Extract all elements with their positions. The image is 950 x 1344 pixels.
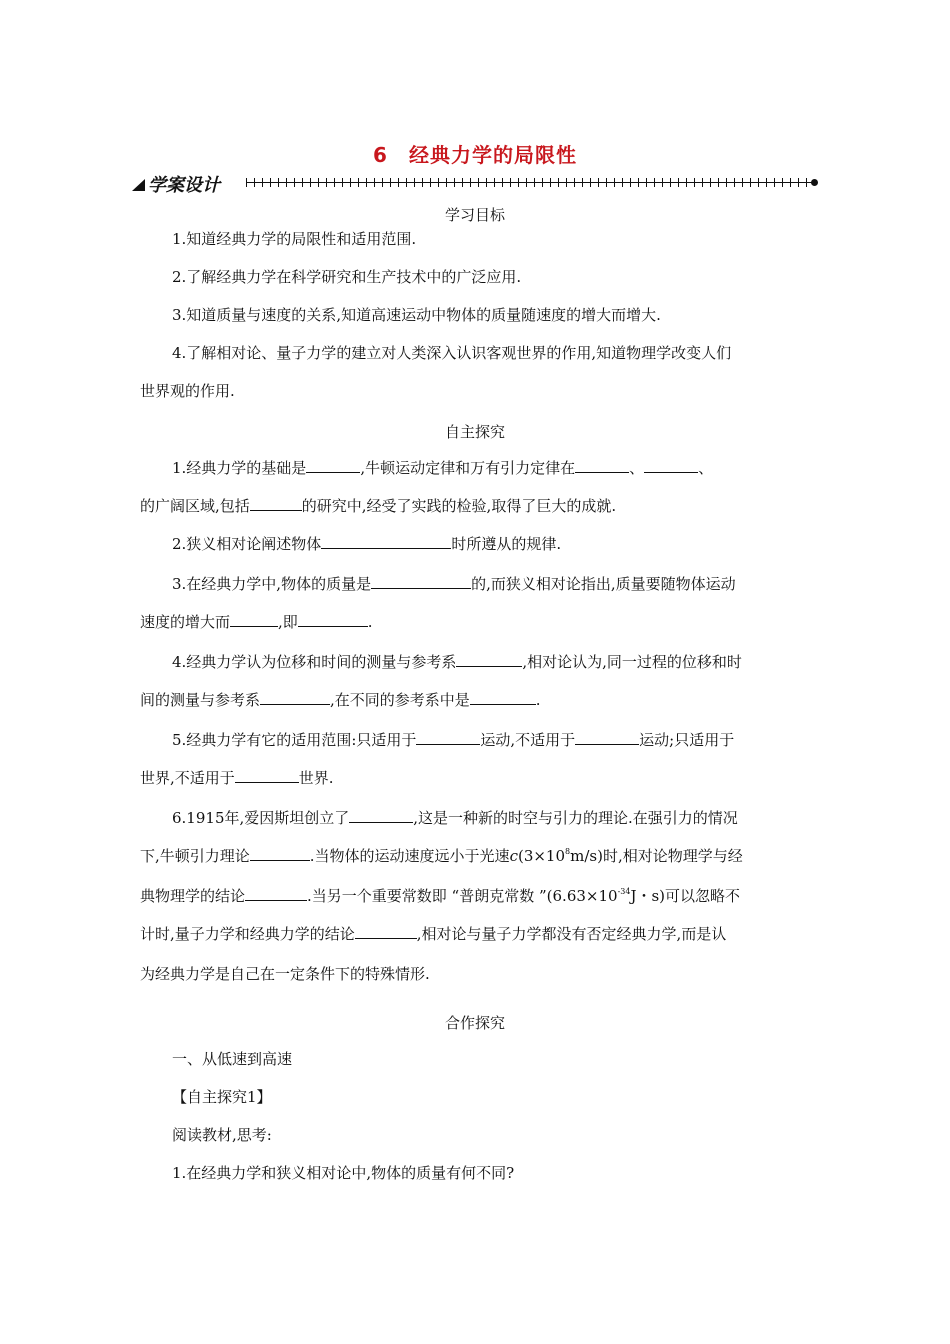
answer-blank xyxy=(298,611,368,627)
answer-blank xyxy=(456,651,522,667)
answer-blank xyxy=(245,885,307,901)
question-5: 5.经典力学有它的适用范围:只适用于 运动,不适用于 运动;只适用于 xyxy=(172,731,735,749)
answer-blank xyxy=(416,729,480,745)
banner-label: 学案设计 xyxy=(148,175,220,196)
goal-item: 1.知道经典力学的局限性和适用范围. xyxy=(172,230,417,248)
question-4-cont: 间的测量与参考系 ,在不同的参考系中是 . xyxy=(140,691,541,709)
answer-blank xyxy=(321,533,451,549)
section-heading-coop: 合作探究 xyxy=(444,1014,505,1032)
question-6-line4: 计时,量子力学和经典力学的结论 ,相对论与量子力学都没有否定经典力学,而是认 xyxy=(140,925,727,943)
answer-blank xyxy=(230,611,278,627)
banner-dot-icon xyxy=(811,179,818,186)
question-3: 3.在经典力学中,物体的质量是 的,而狭义相对论指出,质量要随物体运动 xyxy=(172,575,736,593)
answer-blank xyxy=(355,923,417,939)
section-heading-self-study: 自主探究 xyxy=(444,423,505,441)
question-1-cont: 的广阔区域,包括 的研究中,经受了实践的检验,取得了巨大的成就. xyxy=(140,497,617,515)
goal-item: 2.了解经典力学在科学研究和生产技术中的广泛应用. xyxy=(172,268,522,286)
answer-blank xyxy=(575,457,629,473)
question-4: 4.经典力学认为位移和时间的测量与参考系 ,相对论认为,同一过程的位移和时 xyxy=(172,653,742,671)
answer-blank xyxy=(250,845,310,861)
question-6-line3: 典物理学的结论 .当另一个重要常数即 “普朗克常数 $”(6.63\times 10^{-34}J$・s)可以忽略不 xyxy=(140,887,741,905)
answer-blank xyxy=(371,573,471,589)
question-3-cont: 速度的增大而 ,即 . xyxy=(140,613,373,631)
goal-item: 3.知道质量与速度的关系,知道高速运动中物体的质量随速度的增大而增大. xyxy=(172,306,661,324)
answer-blank xyxy=(250,495,302,511)
question-5-cont: 世界,不适用于 世界. xyxy=(140,769,334,787)
section-heading-goals: 学习目标 xyxy=(444,206,505,224)
banner-triangle-icon xyxy=(130,178,146,192)
coop-instruction: 阅读教材,思考: xyxy=(172,1126,272,1144)
answer-blank xyxy=(644,457,698,473)
answer-blank xyxy=(235,767,299,783)
question-6-line5: 为经典力学是自己在一定条件下的特殊情形. xyxy=(140,965,430,983)
question-6-line2: 下,牛顿引力理论 .当物体的运动速度远小于光速$c(3\times 10^8m/s)$时,相对论物理学与经 xyxy=(140,847,743,865)
goal-item: 4.了解相对论、量子力学的建立对人类深入认识客观世界的作用,知道物理学改变人们 xyxy=(172,344,732,362)
goal-item: 世界观的作用. xyxy=(140,382,235,400)
answer-blank xyxy=(260,689,330,705)
answer-blank xyxy=(575,729,639,745)
coop-box-label: 【自主探究1】 xyxy=(172,1088,272,1106)
page-title: 6 经典力学的局限性 xyxy=(373,143,577,167)
banner-ticks xyxy=(246,178,812,187)
answer-blank xyxy=(306,457,360,473)
answer-blank xyxy=(349,807,413,823)
question-6: 6.1915年,爱因斯坦创立了 ,这是一种新的时空与引力的理论.在强引力的情况 xyxy=(172,809,738,827)
coop-heading: 一、从低速到高速 xyxy=(172,1050,293,1068)
answer-blank xyxy=(470,689,536,705)
section-banner xyxy=(132,170,820,196)
coop-question: 1.在经典力学和狭义相对论中,物体的质量有何不同? xyxy=(172,1164,515,1182)
question-2: 2.狭义相对论阐述物体 时所遵从的规律. xyxy=(172,535,562,553)
question-1: 1.经典力学的基础是 ,牛顿运动定律和万有引力定律在 、 、 xyxy=(172,459,714,477)
